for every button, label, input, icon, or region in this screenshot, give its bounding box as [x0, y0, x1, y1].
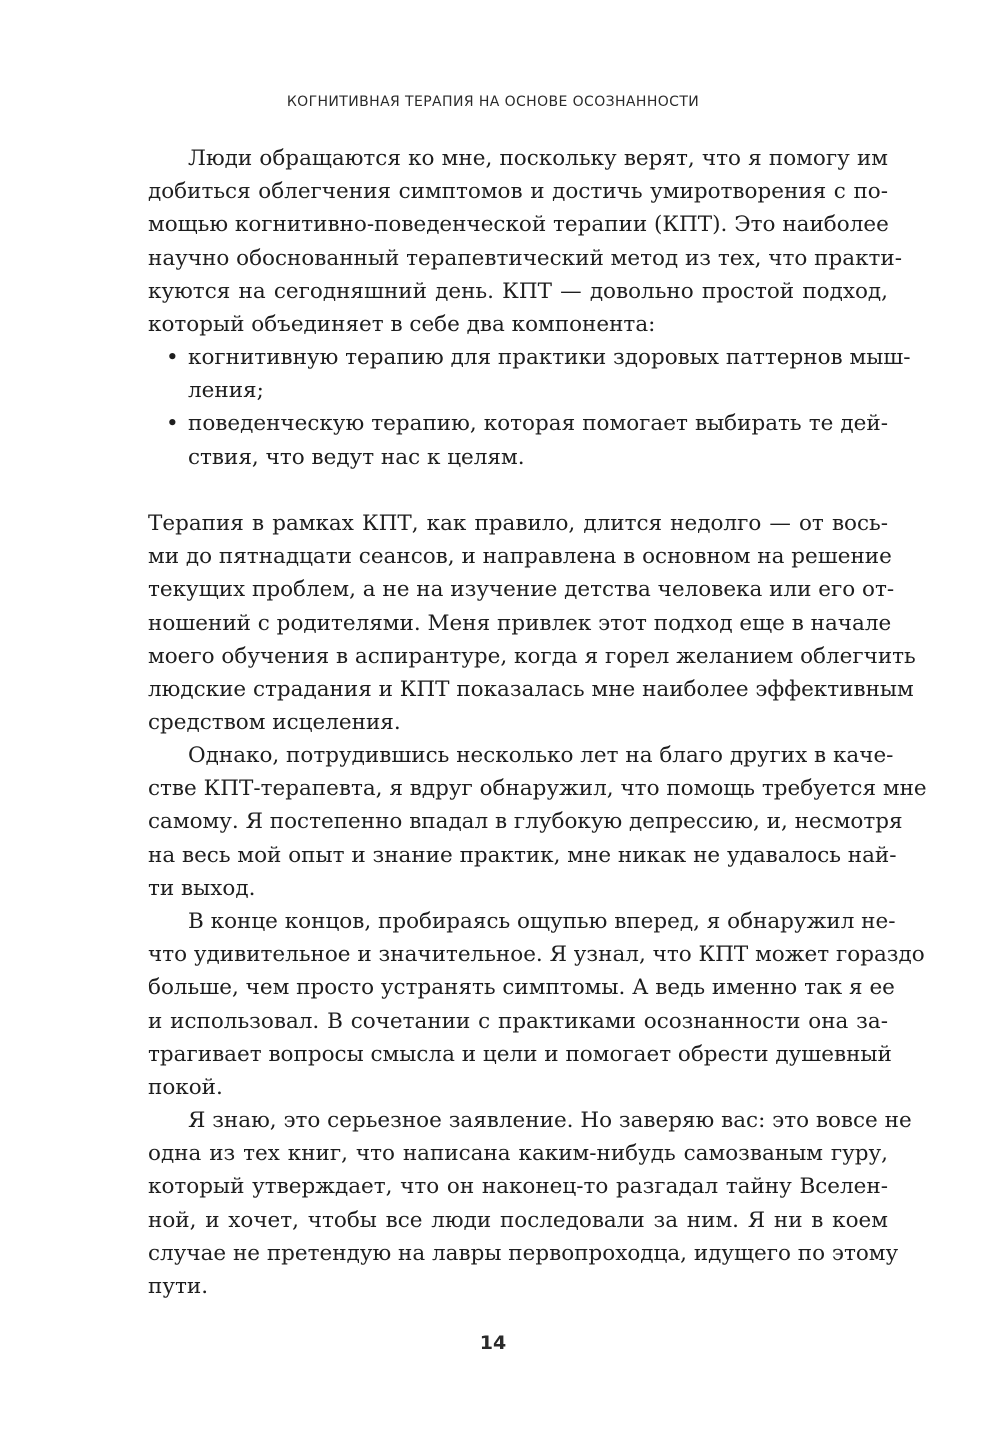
text-line: покой. [148, 1075, 223, 1101]
bullet-item [148, 341, 911, 407]
text-line: пути. [148, 1274, 209, 1300]
text-line: ления; [188, 378, 264, 404]
text-line: средством исцеления. [148, 710, 401, 736]
text-line: людские страдания и КПТ показалась мне наиболее эффективным [148, 677, 914, 703]
page-number: 14 [479, 1332, 507, 1354]
text-line: мощью когнитивно-поведенческой терапии (КПТ). Это наиболее [148, 212, 889, 238]
text-line: ношений с родителями. Меня привлек этот подход еще в начале [148, 610, 892, 636]
running-head: КОГНИТИВНАЯ ТЕРАПИЯ НА ОСНОВЕ ОСОЗНАННОСТИ [286, 94, 700, 110]
text-line: моего обучения в аспирантуре, когда я горел желанием облегчить [148, 643, 916, 669]
text-line: ти выход. [148, 875, 256, 901]
text-line: и использовал. В сочетании с практиками осознанности она за- [148, 1008, 888, 1034]
text-line: на весь мой опыт и знание практик, мне никак не удавалось най- [148, 842, 897, 868]
bullet-icon: • [166, 345, 179, 370]
body-paragraph [148, 905, 925, 1104]
text-line: В конце концов, пробираясь ощупью вперед, я обнаружил не- [188, 909, 896, 934]
text-line: добиться облегчения симптомов и достичь умиротворения с по- [148, 179, 888, 205]
text-line: больше, чем просто устранять симптомы. А ведь именно так я ее [148, 975, 895, 1001]
bullet-icon: • [166, 411, 179, 437]
intro-paragraph [148, 142, 903, 341]
text-line: Однако, потрудившись несколько лет на благо других в каче- [188, 743, 894, 768]
text-line: случае не претендую на лавры первопроходца, идущего по этому [148, 1240, 899, 1266]
text-line: текущих проблем, а не на изучение детства человека или его от- [148, 577, 895, 603]
bullet-item [148, 407, 888, 473]
text-line: одна из тех книг, что написана каким-нибудь самозваным гуру, [148, 1141, 888, 1167]
text-line: когнитивную терапию для практики здоровых паттернов мыш- [188, 345, 911, 370]
text-line: трагивает вопросы смысла и цели и помогает обрести душевный [148, 1041, 892, 1067]
body-paragraph [148, 1104, 912, 1303]
text-line: ной, и хочет, чтобы все люди последовали за ним. Я ни в коем [148, 1207, 888, 1233]
text-line: поведенческую терапию, которая помогает выбирать те дей- [188, 411, 888, 437]
text-line: Люди обращаются ко мне, поскольку верят, что я помогу им [188, 146, 888, 171]
text-line: Терапия в рамках КПТ, как правило, длится недолго — от вось- [148, 511, 888, 536]
text-line: который объединяет в себе два компонента: [148, 312, 656, 338]
body-paragraph [148, 507, 916, 739]
text-line: ми до пятнадцати сеансов, и направлена в основном на решение [148, 544, 892, 570]
text-line: стве КПТ-терапевта, я вдруг обнаружил, что помощь требуется мне [148, 776, 927, 802]
text-line: ствия, что ведут нас к целям. [188, 444, 525, 470]
text-line: Я знаю, это серьезное заявление. Но заверяю вас: это вовсе не [188, 1108, 912, 1133]
text-line: куются на сегодняшний день. КПТ — довольно простой подход, [148, 278, 888, 304]
text-line: научно обоснованный терапевтический метод из тех, что практи- [148, 245, 903, 271]
bullet-list [148, 341, 911, 474]
text-line: что удивительное и значительное. Я узнал, что КПТ может гораздо [148, 942, 925, 968]
text-line: который утверждает, что он наконец-то разгадал тайну Вселен- [148, 1174, 888, 1200]
body-paragraph [148, 739, 927, 905]
text-line: самому. Я постепенно впадал в глубокую депрессию, и, несмотря [148, 809, 903, 835]
